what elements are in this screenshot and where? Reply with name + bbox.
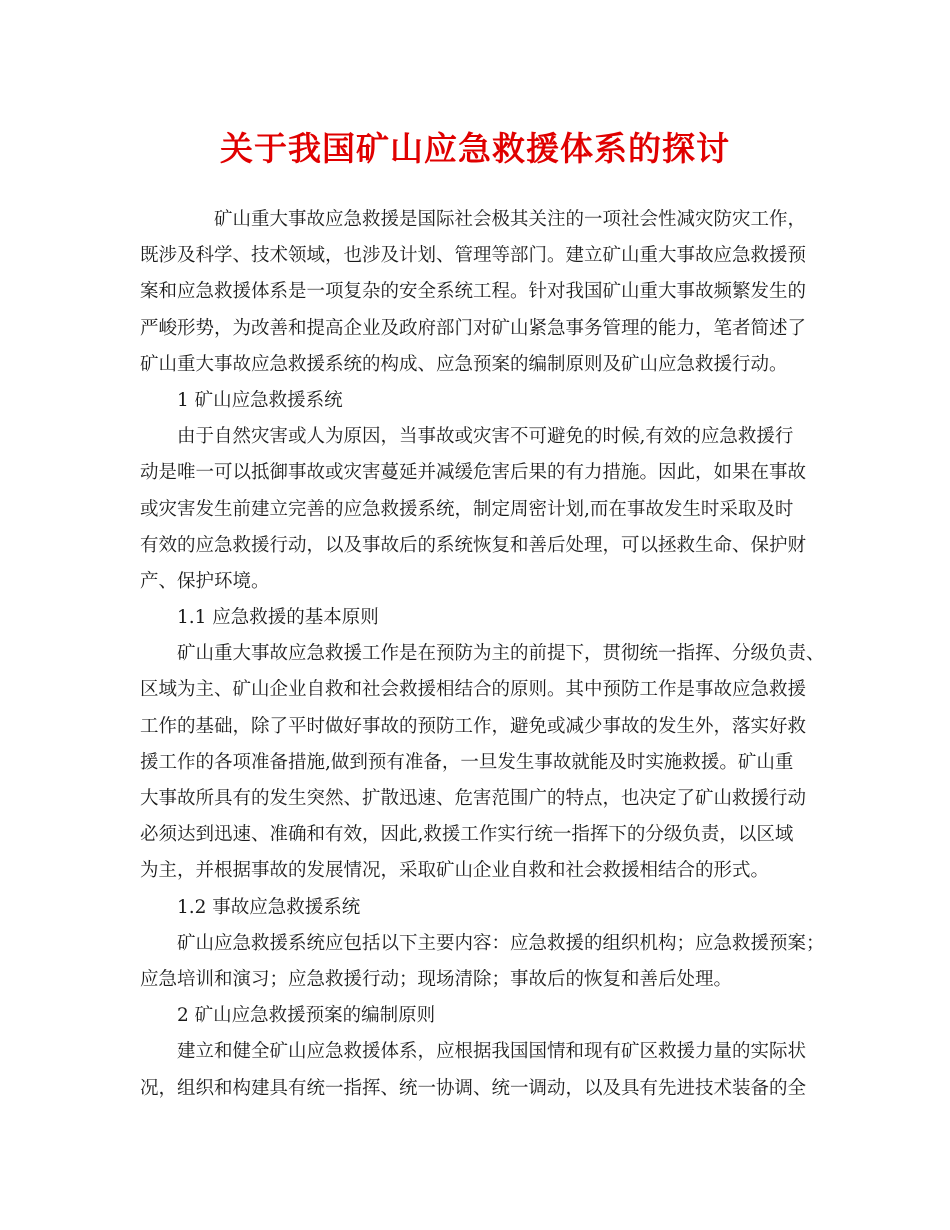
text-line: 产、保护环境。 (140, 570, 270, 592)
text-line: 由于自然灾害或人为原因，当事故或灾害不可避免的时候,有效的应急救援行 (177, 426, 794, 448)
text-line: 矿山重大事故应急救援系统的构成、应急预案的编制原则及矿山应急救援行动。 (140, 353, 788, 375)
text-line: 1.2 事故应急救援系统 (177, 896, 361, 918)
text-line: 1.1 应急救援的基本原则 (177, 607, 379, 629)
text-line: 矿山应急救援系统应包括以下主要内容：应急救援的组织机构；应急救援预案； (177, 932, 825, 954)
text-line: 矿山重大事故应急救援是国际社会极其关注的一项社会性减灾防灾工作， (214, 209, 807, 230)
text-line: 为主，并根据事故的发展情况，采取矿山企业自救和社会救援相结合的形式。 (140, 860, 770, 882)
text-line: 或灾害发生前建立完善的应急救援系统，制定周密计划,而在事故发生时采取及时 (140, 498, 794, 520)
text-line: 有效的应急救援行动，以及事故后的系统恢复和善后处理，可以拯救生命、保护财 (140, 534, 807, 556)
text-line: 工作的基础，除了平时做好事故的预防工作，避免或减少事故的发生外，落实好救 (140, 715, 807, 737)
text-line: 2 矿山应急救援预案的编制原则 (177, 1005, 436, 1027)
text-line: 严峻形势，为改善和提高企业及政府部门对矿山紧急事务管理的能力，笔者简述了 (140, 317, 807, 339)
document-title: 关于我国矿山应急救援体系的探讨 (220, 129, 730, 168)
text-line: 大事故所具有的发生突然、扩散迅速、危害范围广的特点，也决定了矿山救援行动 (140, 788, 807, 809)
text-line: 况，组织和构建具有统一指挥、统一协调、统一调动，以及具有先进技术装备的全 (140, 1077, 807, 1099)
text-line: 应急培训和演习；应急救援行动；现场清除；事故后的恢复和善后处理。 (140, 968, 733, 990)
text-line: 矿山重大事故应急救援工作是在预防为主的前提下，贯彻统一指挥、分级负责、 (177, 643, 825, 665)
text-line: 案和应急救援体系是一项复杂的安全系统工程。针对我国矿山重大事故频繁发生的 (140, 281, 807, 303)
text-line: 动是唯一可以抵御事故或灾害蔓延并减缓危害后果的有力措施。因此，如果在事故 (140, 462, 807, 484)
text-line: 区域为主、矿山企业自救和社会救援相结合的原则。其中预防工作是事故应急救援 (140, 679, 807, 701)
text-line: 1 矿山应急救援系统 (177, 389, 343, 411)
document-body (140, 202, 825, 1107)
text-line: 援工作的各项准备措施,做到预有准备，一旦发生事故就能及时实施救援。矿山重 (140, 751, 794, 773)
text-line: 建立和健全矿山应急救援体系，应根据我国国情和现有矿区救援力量的实际状 (177, 1041, 807, 1063)
text-line: 必须达到迅速、准确和有效，因此,救援工作实行统一指挥下的分级负责，以区域 (140, 824, 794, 846)
text-line: 既涉及科学、技术领域，也涉及计划、管理等部门。建立矿山重大事故应急救援预 (140, 245, 807, 267)
